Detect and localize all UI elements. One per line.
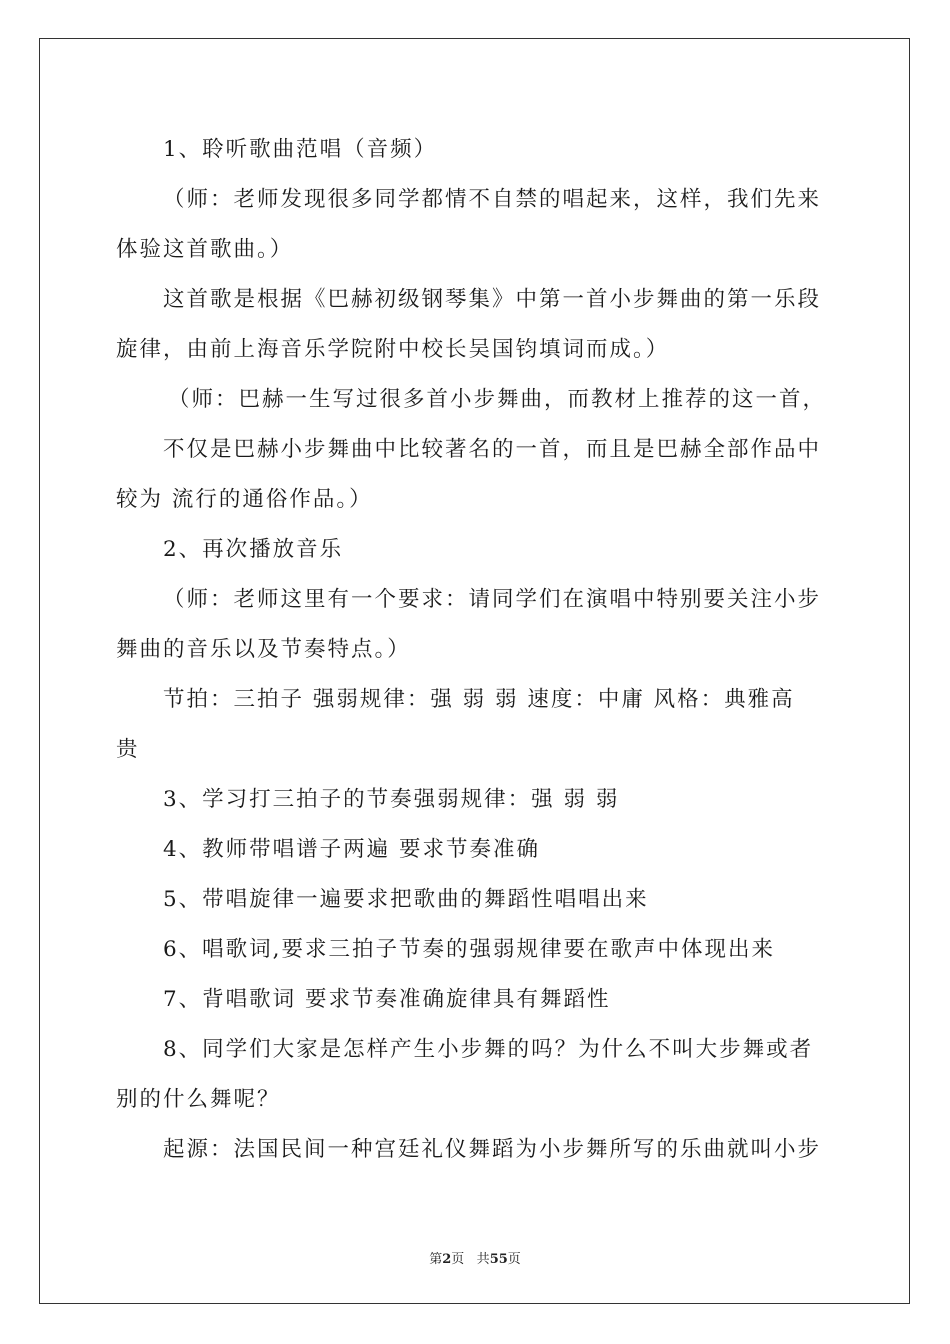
text-line: 不仅是巴赫小步舞曲中比较著名的一首，而且是巴赫全部作品中 — [163, 437, 822, 462]
text-line: 2、再次播放音乐 — [163, 537, 344, 562]
text-line: 4、教师带唱谱子两遍 要求节奏准确 — [163, 837, 541, 862]
paragraph-14 — [116, 1025, 834, 1125]
text-line: 5、带唱旋律一遍要求把歌曲的舞蹈性唱唱出来 — [163, 887, 649, 912]
paragraph-6 — [116, 525, 834, 575]
total-prefix: 共 — [476, 1252, 490, 1267]
paragraph-8 — [116, 675, 834, 775]
text-line: 旋律，由前上海音乐学院附中校长吴国钧填词而成。） — [116, 337, 670, 362]
page-number: 2 — [442, 1252, 452, 1267]
text-line: 节拍：三拍子 强弱规律：强 弱 弱 速度：中庸 风格：典雅高 — [163, 687, 795, 712]
text-line: 舞曲的音乐以及节奏特点。） — [116, 637, 411, 662]
page-footer — [0, 1248, 950, 1267]
text-line: 7、背唱歌词 要求节奏准确旋律具有舞蹈性 — [163, 987, 611, 1012]
text-line: 较为 流行的通俗作品。） — [116, 487, 373, 512]
paragraph-2 — [116, 175, 834, 275]
paragraph-9 — [116, 775, 834, 825]
text-line: （师：巴赫一生写过很多首小步舞曲，而教材上推荐的这一首， — [168, 387, 827, 412]
text-line: 别的什么舞呢？ — [116, 1087, 281, 1112]
paragraph-15 — [116, 1125, 834, 1175]
paragraph-13 — [116, 975, 834, 1025]
paragraph-11 — [116, 875, 834, 925]
paragraph-12 — [116, 925, 834, 975]
page-unit: 页 — [451, 1252, 465, 1267]
text-line: 3、学习打三拍子的节奏强弱规律：强 弱 弱 — [163, 787, 620, 812]
document-body — [116, 125, 834, 1175]
total-pages: 55 — [489, 1252, 508, 1267]
text-line: 这首歌是根据《巴赫初级钢琴集》中第一首小步舞曲的第一乐段 — [163, 287, 822, 312]
paragraph-4 — [116, 375, 834, 425]
text-line: 体验这首歌曲。） — [116, 237, 294, 262]
text-line: 8、同学们大家是怎样产生小步舞的吗？为什么不叫大步舞或者 — [163, 1037, 814, 1062]
paragraph-5 — [116, 425, 834, 525]
text-line: 6、唱歌词,要求三拍子节奏的强弱规律要在歌声中体现出来 — [163, 937, 776, 962]
text-line: （师：老师发现很多同学都情不自禁的唱起来，这样，我们先来 — [163, 187, 822, 212]
text-line: （师：老师这里有一个要求：请同学们在演唱中特别要关注小步 — [163, 587, 822, 612]
paragraph-10 — [116, 825, 834, 875]
text-line: 贵 — [116, 737, 140, 762]
paragraph-7 — [116, 575, 834, 675]
paragraph-3 — [116, 275, 834, 375]
text-line: 起源：法国民间一种宫廷礼仪舞蹈为小步舞所写的乐曲就叫小步 — [163, 1137, 822, 1162]
total-unit: 页 — [507, 1252, 521, 1267]
text-line: 1、聆听歌曲范唱（音频） — [163, 137, 438, 162]
paragraph-1 — [116, 125, 834, 175]
page-prefix: 第 — [429, 1252, 443, 1267]
